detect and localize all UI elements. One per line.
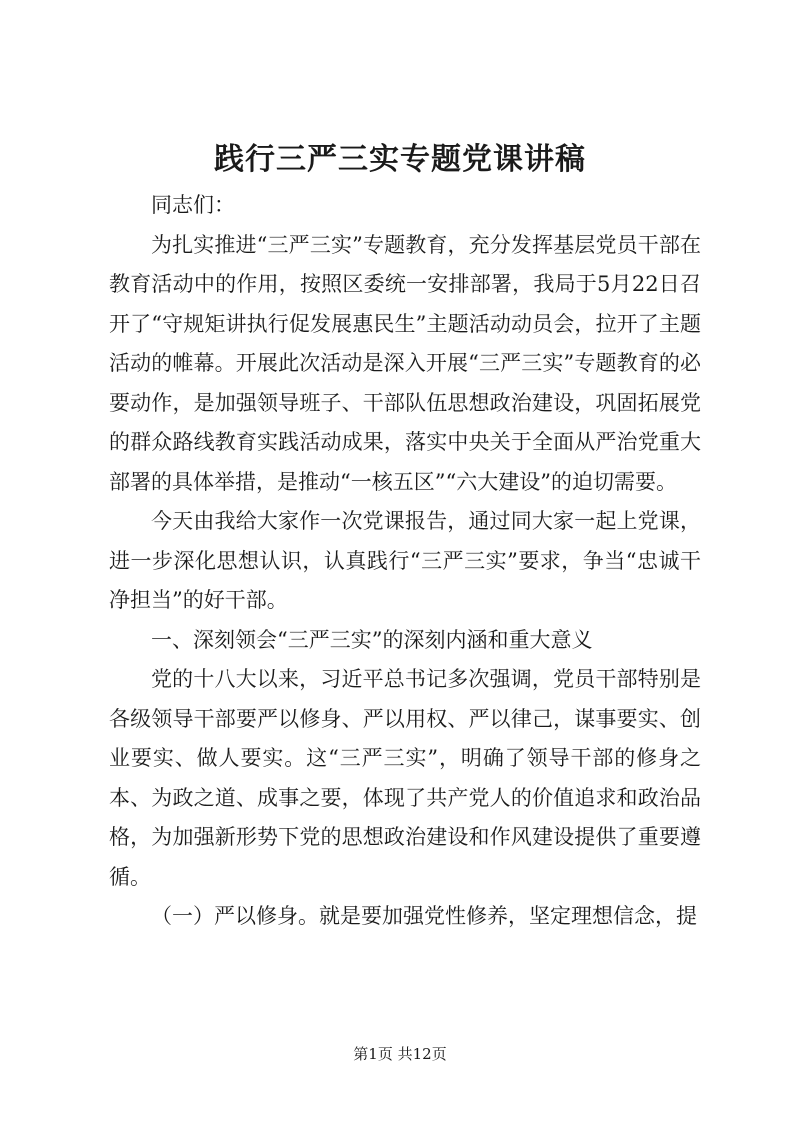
subsection-paragraph: （一）严以修身。就是要加强党性修养，坚定理想信念，提 — [151, 904, 697, 928]
section-paragraph: 党的十八大以来，习近平总书记多次强调，党员干部特别是各级领导干部要严以修身、严以用权、严以律己，谋事要实、创业要实、做人要实。这“三严三实”，明确了领导干部的修身之本、为政之道、成事之要，体现了共产党人的价值追求和政治品格，为加强新形势下党的思想政治建设和作风建设提供了重要遵循。 — [109, 667, 701, 889]
document-title: 践行三严三实专题党课讲稿 — [214, 142, 586, 177]
report-paragraph: 今天由我给大家作一次党课报告，通过同大家一起上党课，进一步深化思想认识，认真践行“三严三实”要求，争当“忠诚干净担当”的好干部。 — [109, 509, 701, 612]
page-footer: 第1页 共12页 — [353, 1045, 447, 1063]
section-heading: 一、深刻领会“三严三实”的深刻内涵和重大意义 — [151, 627, 593, 652]
document-body — [109, 186, 701, 937]
salutation-paragraph: 同志们： — [151, 193, 235, 217]
intro-paragraph: 为扎实推进“三严三实”专题教育，充分发挥基层党员干部在教育活动中的作用，按照区委统一安排部署，我局于5月22日召开了“守规矩讲执行促发展惠民生”主题活动动员会，拉开了主题活动的帷幕。开展此次活动是深入开展“三严三实”专题教育的必要动作，是加强领导班子、干部队伍思想政治建设，巩固拓展党的群众路线教育实践活动成果，落实中央关于全面从严治党重大部署的具体举措，是推动“一核五区”“六大建设”的迫切需要。 — [109, 232, 701, 494]
